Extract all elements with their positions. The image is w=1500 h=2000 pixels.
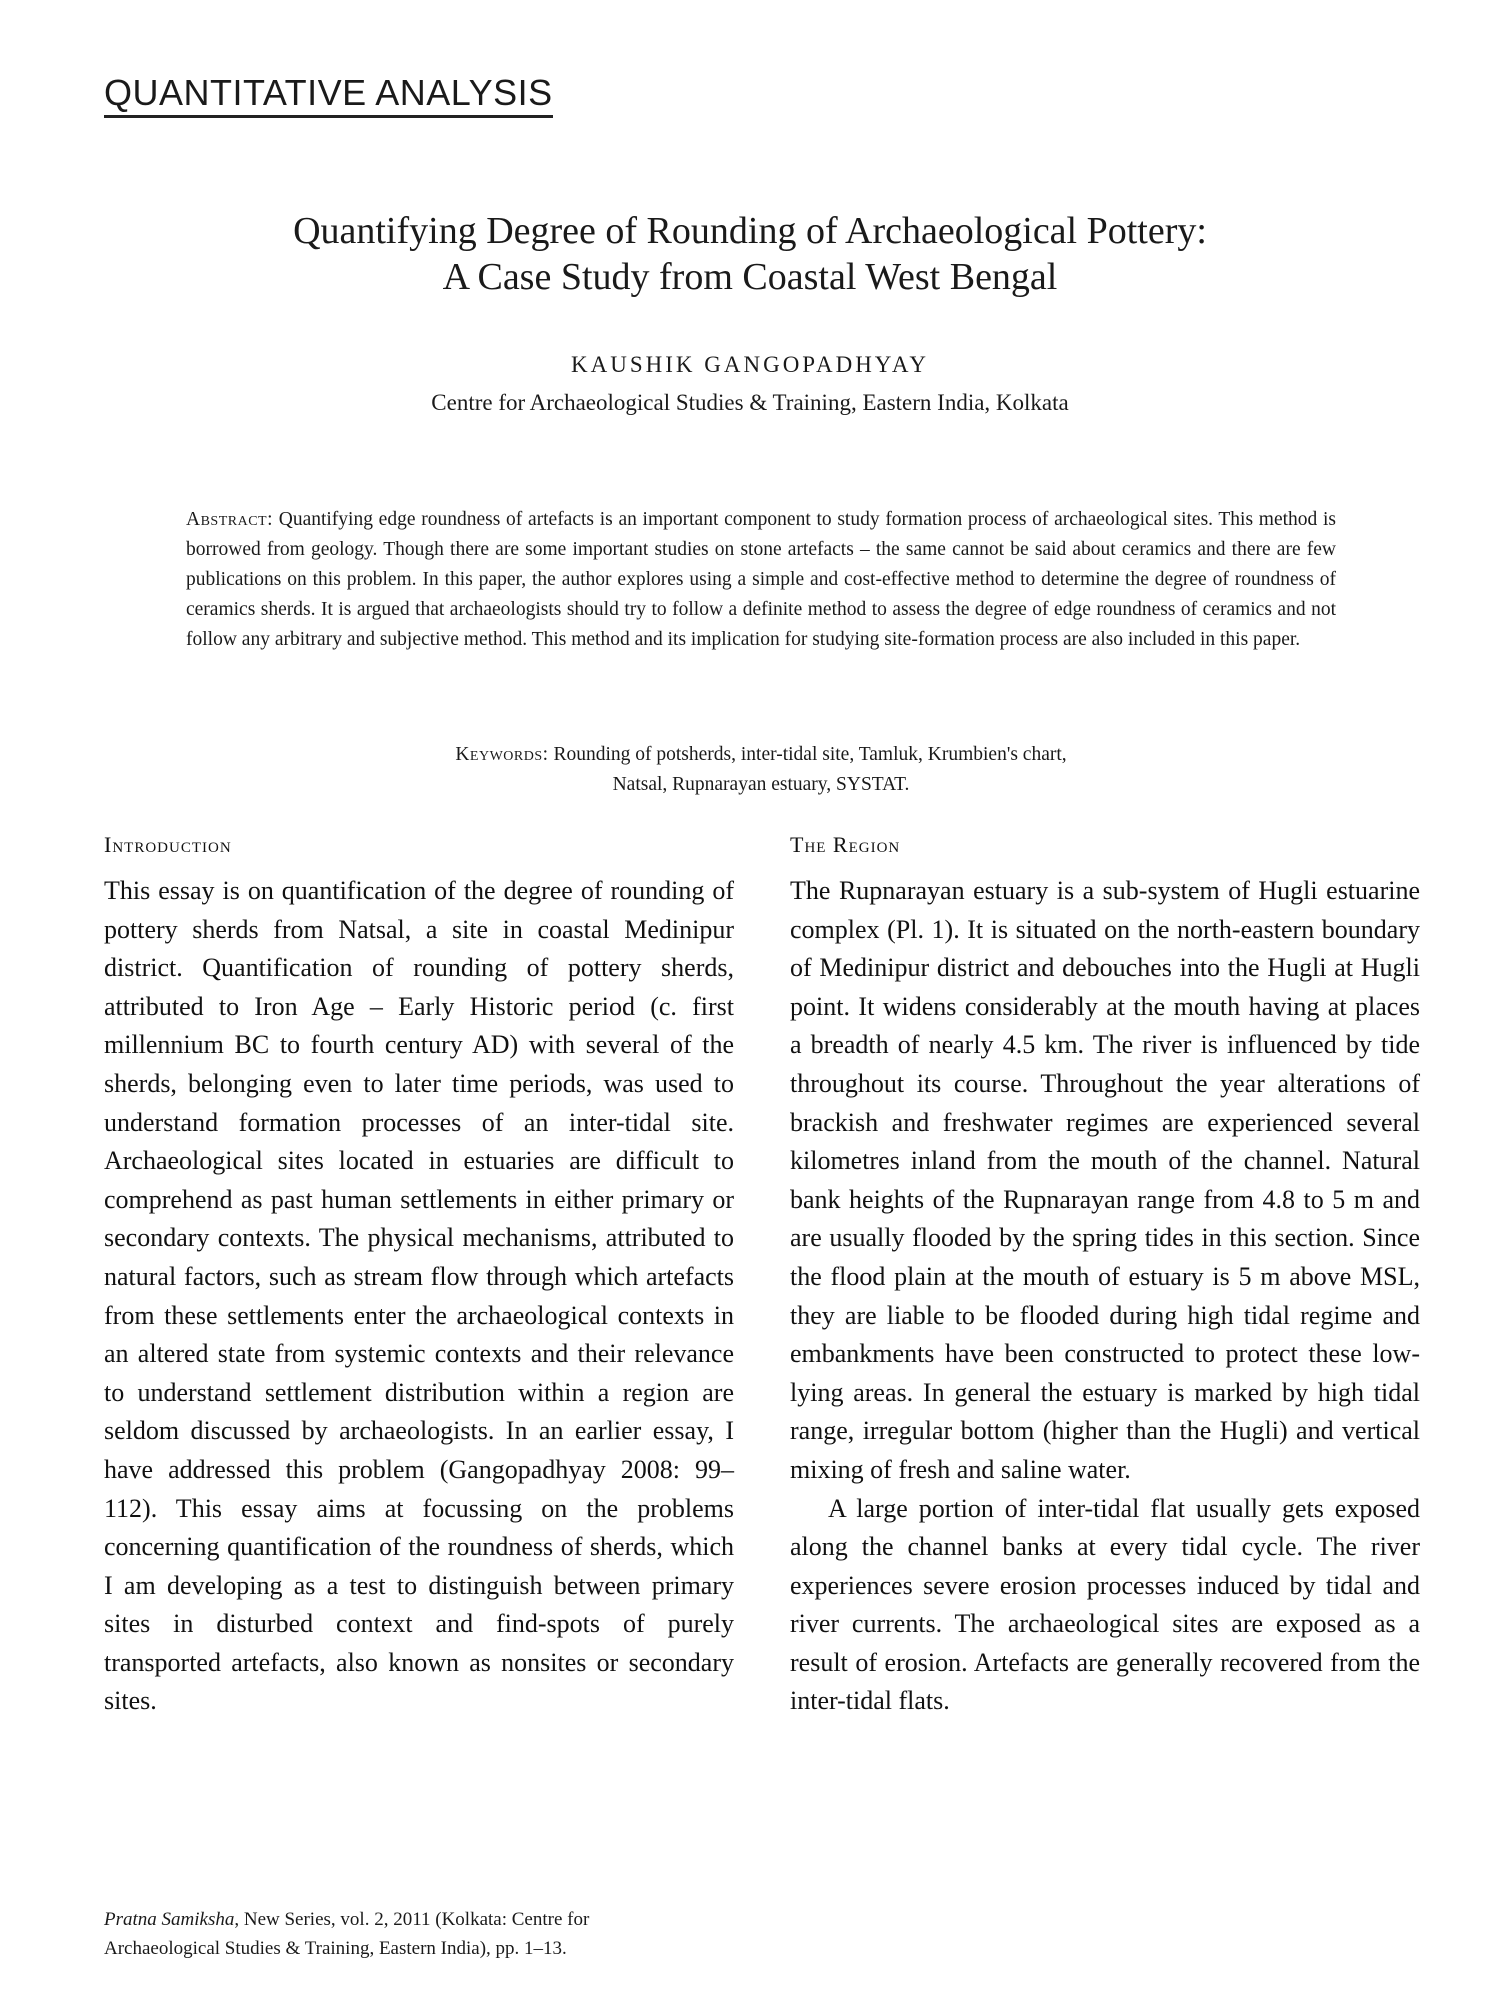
keywords <box>186 740 1336 800</box>
section-label: QUANTITATIVE ANALYSIS <box>104 72 553 118</box>
introduction-column <box>104 830 734 1721</box>
author-name: KAUSHIK GANGOPADHYAY <box>571 352 929 377</box>
footer-line-2: Archaeological Studies & Training, Eastern India), pp. 1–13. <box>104 1938 567 1959</box>
author-affiliation: Centre for Archaeological Studies & Training, Eastern India, Kolkata <box>431 390 1069 415</box>
region-paragraph-2: A large portion of inter-tidal flat usually gets exposed along the channel banks at every tidal cycle. The river experiences severe erosion processes induced by tidal and river currents. The archaeological sites are exposed as a result of erosion. Artefacts are generally recovered from the inter-tidal flats. <box>790 1493 1420 1716</box>
title-line-2: A Case Study from Coastal West Bengal <box>442 256 1058 298</box>
introduction-text: This essay is on quantification of the degree of rounding of pottery sherds from Natsal, a site in coastal Medinipur district. Quantification of rounding of pottery sherds, attributed to Iron Age – Early Historic period (c. first millennium BC to fourth century AD) with several of the sherds, belonging even to later time periods, was used to understand formation processes of an inter-tidal site. Archaeological sites located in estuaries are difficult to comprehend as past human settlements in either primary or secondary contexts. The physical mechanisms, attributed to natural factors, such as stream flow through which artefacts from these settlements enter the archaeological contexts in an altered state from systemic contexts and their relevance to understand settlement distribution within a region are seldom discussed by archaeologists. In an earlier essay, I have addressed this problem (Gangopadhyay 2008: 99–112). This essay aims at focussing on the problems concerning quantification of the roundness of sherds, which I am developing as a test to distinguish between primary sites in disturbed context and find-spots of purely transported artefacts, also known as nonsites or secondary sites. <box>104 876 734 1716</box>
region-paragraph-1: The Rupnarayan estuary is a sub-system of Hugli estuarine complex (Pl. 1). It is situated on the north-eastern boundary of Medinipur district and debouches into the Hugli at Hugli point. It widens considerably at the mouth having at places a breadth of nearly 4.5 km. The river is influenced by tide throughout its course. Throughout the year alterations of brackish and freshwater regimes are experienced several kilometres inland from the mouth of the channel. Natural bank heights of the Rupnarayan range from 4.8 to 5 m and are usually flooded by the spring tides in this section. Since the flood plain at the mouth of estuary is 5 m above MSL, they are liable to be flooded during high tidal regime and embankments have been constructed to protect these low-lying areas. In general the estuary is marked by high tidal range, irregular bottom (higher than the Hugli) and vertical mixing of fresh and saline water. <box>790 876 1420 1484</box>
footer-journal: Pratna Samiksha <box>104 1909 235 1930</box>
keywords-line-1: Rounding of potsherds, inter-tidal site, Tamluk, Krumbien's chart, <box>553 744 1067 765</box>
abstract-label: Abstract: <box>186 509 274 530</box>
abstract <box>186 505 1336 655</box>
title-line-1: Quantifying Degree of Rounding of Archaeological Pottery: <box>293 210 1207 252</box>
region-column <box>790 830 1420 1721</box>
paper-title <box>0 208 1500 300</box>
footer-line-1: , New Series, vol. 2, 2011 (Kolkata: Centre for <box>234 1909 590 1930</box>
citation-footer <box>104 1905 804 1963</box>
region-heading: The Region <box>790 832 901 857</box>
abstract-text: Quantifying edge roundness of artefacts is an important component to study formation process of archaeological sites. This method is borrowed from geology. Though there are some important studies on stone artefacts – the same cannot be said about ceramics and there are few publications on this problem. In this paper, the author explores using a simple and cost-effective method to determine the degree of roundness of ceramics sherds. It is argued that archaeologists should try to follow a definite method to assess the degree of edge roundness of ceramics and not follow any arbitrary and subjective method. This method and its implication for studying site-formation process are also included in this paper. <box>186 509 1336 650</box>
introduction-heading: Introduction <box>104 832 232 857</box>
keywords-label: Keywords: <box>455 744 549 765</box>
keywords-line-2: Natsal, Rupnarayan estuary, SYSTAT. <box>612 774 910 795</box>
